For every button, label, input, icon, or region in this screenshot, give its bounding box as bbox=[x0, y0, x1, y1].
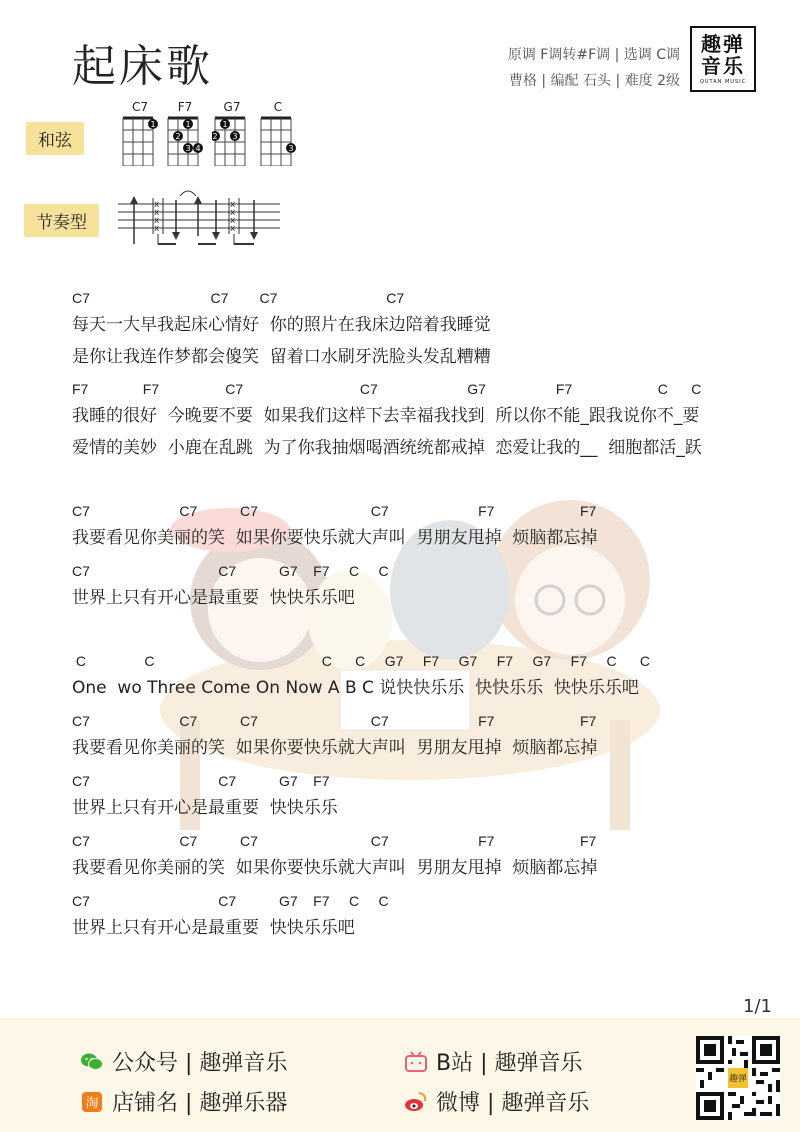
lyric-line: 我要看见你美丽的笑 如果你要快乐就大声叫 男朋友甩掉 烦脑都忘掉 bbox=[72, 528, 598, 548]
lyric-line: 世界上只有开心是最重要 快快乐乐吧 bbox=[72, 918, 355, 938]
rhythm-pattern bbox=[118, 186, 288, 248]
lyric-line: 我要看见你美丽的笑 如果你要快乐就大声叫 男朋友甩掉 烦脑都忘掉 bbox=[72, 858, 598, 878]
chord-name: F7 bbox=[177, 100, 193, 114]
chord-grid bbox=[165, 116, 209, 166]
finger-number: 3 bbox=[185, 144, 191, 153]
bilibili-label: B站 | 趣弹音乐 bbox=[436, 1051, 583, 1076]
chord-name: C7 bbox=[131, 100, 148, 114]
lyric-line: 爱情的美妙 小鹿在乱跳 为了你我抽烟喝酒统统都戒掉 恋爱让我的__ 细胞都活_跃 bbox=[72, 438, 702, 458]
finger-number: 2 bbox=[175, 132, 181, 141]
wechat-icon bbox=[80, 1050, 104, 1074]
shop-label: 店铺名 | 趣弹乐器 bbox=[112, 1091, 288, 1116]
finger-number: 3 bbox=[288, 144, 294, 153]
credits-info: 曹格 | 编配 石头 | 难度 2级 bbox=[508, 73, 680, 89]
finger-number: 1 bbox=[185, 120, 191, 129]
wechat-label: 公众号 | 趣弹音乐 bbox=[112, 1051, 288, 1076]
chord-name: G7 bbox=[223, 100, 241, 114]
chord-line: F7 F7 C7 C7 G7 F7 C C bbox=[72, 381, 702, 397]
finger-number: 1 bbox=[150, 120, 156, 129]
qr-code bbox=[696, 1036, 780, 1120]
svg-text:x: x bbox=[154, 200, 160, 210]
chord-diagram-c bbox=[258, 102, 298, 166]
weibo-label: 微博 | 趣弹音乐 bbox=[436, 1091, 590, 1116]
svg-text:x: x bbox=[230, 224, 236, 234]
svg-text:x: x bbox=[154, 208, 160, 218]
chord-grid bbox=[212, 116, 256, 166]
key-info: 原调 F调转#F调 | 选调 C调 bbox=[507, 47, 680, 63]
lyric-line: 世界上只有开心是最重要 快快乐乐 bbox=[72, 798, 338, 818]
chord-line: C7 C7 G7 F7 C C bbox=[72, 893, 389, 909]
lyric-line: 每天一大早我起床心情好 你的照片在我床边陪着我睡觉 bbox=[72, 315, 491, 335]
finger-number: 3 bbox=[232, 132, 238, 141]
footer-shop[interactable] bbox=[80, 1086, 287, 1117]
chord-line: C7 C7 G7 F7 bbox=[72, 773, 330, 789]
finger-number: 4 bbox=[195, 144, 201, 153]
song-title: 起床歌 bbox=[72, 41, 213, 92]
chord-grid bbox=[258, 116, 302, 166]
finger-number: 2 bbox=[212, 132, 218, 141]
lyric-line: 我睡的很好 今晚要不要 如果我们这样下去幸福我找到 所以你不能_跟我说你不_要 bbox=[72, 406, 700, 426]
lyric-line: 是你让我连作梦都会傻笑 留着口水刷牙洗脸头发乱糟糟 bbox=[72, 347, 491, 367]
chord-diagram-f7 bbox=[165, 102, 205, 166]
lyric-line: 世界上只有开心是最重要 快快乐乐吧 bbox=[72, 588, 355, 608]
lyric-line: 我要看见你美丽的笑 如果你要快乐就大声叫 男朋友甩掉 烦脑都忘掉 bbox=[72, 738, 598, 758]
weibo-icon bbox=[404, 1090, 428, 1114]
logo-text-line2: 音乐 bbox=[701, 54, 745, 78]
chord-line: C7 C7 C7 C7 bbox=[72, 290, 405, 306]
lyric-line: One wo Three Come On Now A B C 说快快乐乐 快快乐乐 快快乐乐吧 bbox=[72, 678, 639, 698]
chord-diagram-g7 bbox=[212, 102, 252, 166]
rhythm-label: 节奏型 bbox=[24, 204, 99, 237]
chord-line: C7 C7 C7 C7 F7 F7 bbox=[72, 713, 597, 729]
logo-text-line1: 趣弹 bbox=[701, 32, 745, 56]
footer-wechat[interactable] bbox=[80, 1046, 287, 1077]
svg-text:x: x bbox=[230, 208, 236, 218]
svg-text:x: x bbox=[154, 224, 160, 234]
brand-logo bbox=[690, 26, 756, 92]
chord-line: C C C C G7 F7 G7 F7 G7 F7 C C bbox=[72, 653, 651, 669]
chord-grid bbox=[120, 116, 164, 166]
svg-text:x: x bbox=[154, 216, 160, 226]
chord-line: C7 C7 C7 C7 F7 F7 bbox=[72, 503, 597, 519]
finger-number: 1 bbox=[222, 120, 228, 129]
chord-line: C7 C7 G7 F7 C C bbox=[72, 563, 389, 579]
page-number: 1/1 bbox=[743, 996, 772, 1017]
qr-center-label: 趣弹 bbox=[729, 1074, 747, 1085]
svg-text:淘: 淘 bbox=[85, 1095, 99, 1111]
chord-name: C bbox=[273, 100, 283, 114]
taobao-icon bbox=[80, 1090, 104, 1114]
chords-label: 和弦 bbox=[26, 122, 84, 155]
footer-bilibili[interactable] bbox=[404, 1046, 583, 1077]
bilibili-icon bbox=[404, 1050, 428, 1074]
chord-line: C7 C7 C7 C7 F7 F7 bbox=[72, 833, 597, 849]
chord-diagram-c7 bbox=[120, 102, 160, 166]
svg-text:x: x bbox=[230, 216, 236, 226]
footer-weibo[interactable] bbox=[404, 1086, 589, 1117]
logo-subtext: QUTAN MUSIC bbox=[699, 79, 747, 85]
svg-text:x: x bbox=[230, 200, 236, 210]
